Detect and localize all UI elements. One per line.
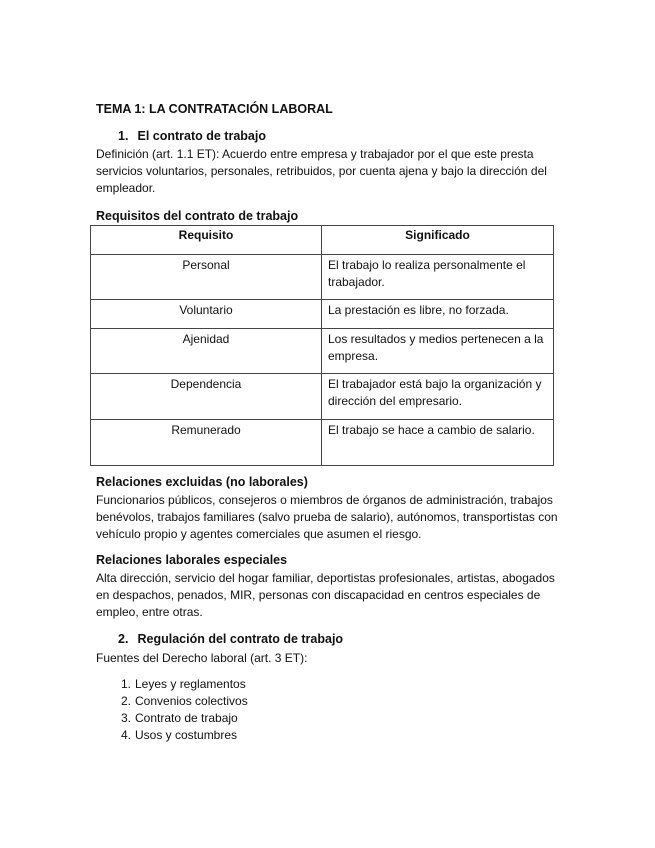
section-1-number: 1. — [118, 129, 129, 143]
sources-list — [96, 676, 396, 744]
requirements-table — [90, 225, 554, 466]
requisito-cell: Personal — [91, 255, 322, 300]
excluded-relations-heading: Relaciones excluidas (no laborales) — [96, 475, 308, 489]
definition-paragraph: Definición (art. 1.1 ET): Acuerdo entre empresa y trabajador por el que este presta servicios voluntarios, personales, retribuidos, por cuenta ajena y bajo la dirección del empleador. — [96, 147, 547, 195]
significado-cell: La prestación es libre, no forzada. — [322, 300, 554, 329]
significado-cell: El trabajo lo realiza personalmente el trabajador. — [322, 255, 554, 300]
requisito-cell: Ajenidad — [91, 329, 322, 374]
list-item: 4. Usos y costumbres — [120, 728, 238, 742]
requisito-cell: Voluntario — [91, 300, 322, 329]
special-relations-heading: Relaciones laborales especiales — [96, 553, 288, 567]
special-relations-text: Alta dirección, servicio del hogar familiar, deportistas profesionales, artistas, abogados en despachos, penados, MIR, personas con discapacidad en centros especiales de empleo, entre otras. — [96, 571, 555, 619]
significado-cell: El trabajo se hace a cambio de salario. — [322, 420, 554, 466]
requisito-cell: Dependencia — [91, 374, 322, 420]
table-row — [91, 300, 554, 329]
excluded-relations-text: Funcionarios públicos, consejeros o miembros de órganos de administración, trabajos benévolos, trabajos familiares (salvo prueba de salario), autónomos, transportistas con vehículo propio y agentes comerciales que asumen el riesgo. — [96, 493, 558, 541]
list-item: 1. Leyes y reglamentos — [120, 677, 246, 691]
table-row — [91, 329, 554, 374]
table-row — [91, 255, 554, 300]
section-1-title: El contrato de trabajo — [137, 129, 266, 143]
table-row — [91, 420, 554, 466]
table-header-row — [91, 226, 554, 255]
section-2-heading — [118, 632, 588, 646]
requisito-cell: Remunerado — [91, 420, 322, 466]
section-2-title: Regulación del contrato de trabajo — [137, 632, 344, 646]
section-1-heading — [118, 129, 588, 143]
significado-cell: El trabajador está bajo la organización y dirección del empresario. — [322, 374, 554, 420]
significado-cell: Los resultados y medios pertenecen a la empresa. — [322, 329, 554, 374]
column-header-significado: Significado — [322, 226, 554, 255]
page-title: TEMA 1: LA CONTRATACIÓN LABORAL — [96, 102, 333, 116]
list-item: 2. Convenios colectivos — [120, 694, 248, 708]
section-2-number: 2. — [118, 632, 129, 646]
sources-intro: Fuentes del Derecho laboral (art. 3 ET): — [96, 651, 308, 665]
column-header-requisito: Requisito — [91, 226, 322, 255]
list-item: 3. Contrato de trabajo — [120, 711, 238, 725]
table-row — [91, 374, 554, 420]
table-caption: Requisitos del contrato de trabajo — [96, 209, 299, 223]
